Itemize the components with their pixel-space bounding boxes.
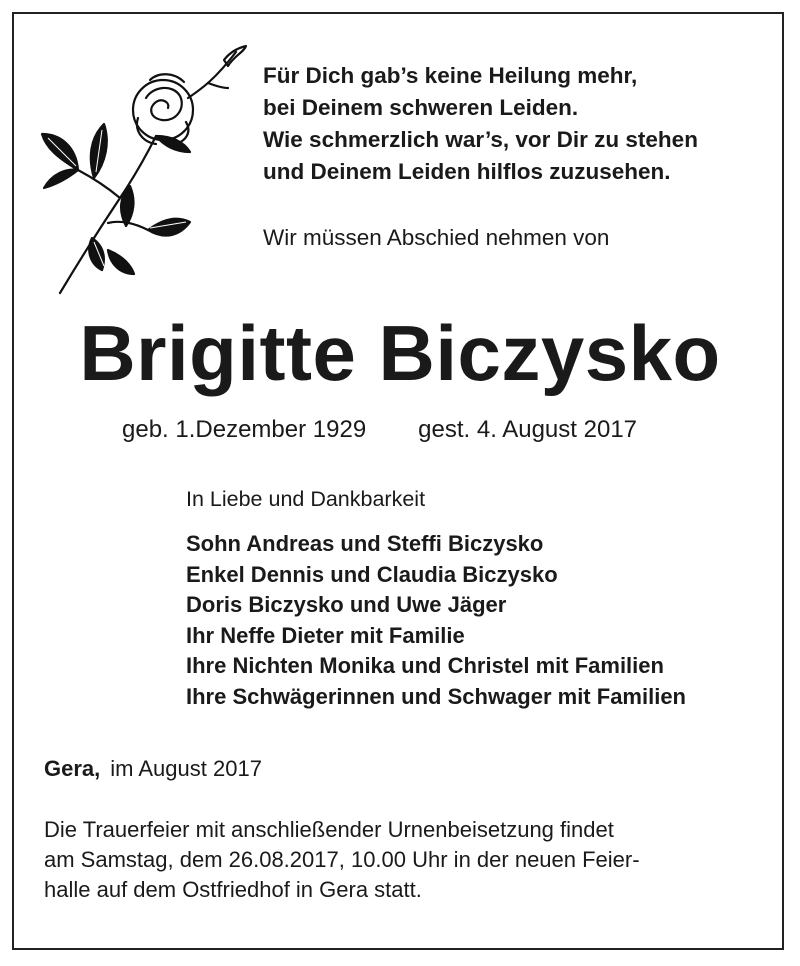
service-line: am Samstag, dem 26.08.2017, 10.00 Uhr in der neuen Feier- <box>44 847 640 872</box>
poem-line: Für Dich gab’s keine Heilung mehr, <box>263 63 638 88</box>
intro-text: Wir müssen Abschied nehmen von <box>263 225 610 250</box>
death-date: gest. 4. August 2017 <box>418 416 638 443</box>
mourner-line: Ihr Neffe Dieter mit Familie <box>186 622 465 648</box>
poem-line: bei Deinem schweren Leiden. <box>263 95 579 120</box>
service-line: Die Trauerfeier mit anschließender Urnenbeisetzung findet <box>44 817 614 842</box>
thanks-text: In Liebe und Dankbarkeit <box>186 487 426 511</box>
poem-line: und Deinem Leiden hilflos zuzusehen. <box>263 159 671 184</box>
life-dates <box>122 416 637 444</box>
service-line: halle auf dem Ostfriedhof in Gera statt. <box>44 877 422 902</box>
mourner-line: Sohn Andreas und Steffi Biczysko <box>186 531 544 556</box>
place-name: Gera, <box>44 756 101 781</box>
poem-line: Wie schmerzlich war’s, vor Dir zu stehen <box>263 127 698 152</box>
service-info <box>44 815 640 905</box>
mourner-line: Enkel Dennis und Claudia Biczysko <box>186 561 558 587</box>
mourner-line: Ihre Schwägerinnen und Schwager mit Familien <box>186 683 686 709</box>
mourner-line: Ihre Nichten Monika und Christel mit Familien <box>186 653 664 679</box>
poem <box>263 60 698 188</box>
mourners-list <box>186 529 686 713</box>
rose-icon <box>38 38 248 298</box>
place-date <box>44 756 262 782</box>
birth-date: geb. 1.Dezember 1929 <box>122 416 367 443</box>
deceased-name: Brigitte Biczysko <box>79 309 721 397</box>
mourner-line: Doris Biczysko und Uwe Jäger <box>186 592 507 618</box>
place-date-text: im August 2017 <box>110 756 262 781</box>
